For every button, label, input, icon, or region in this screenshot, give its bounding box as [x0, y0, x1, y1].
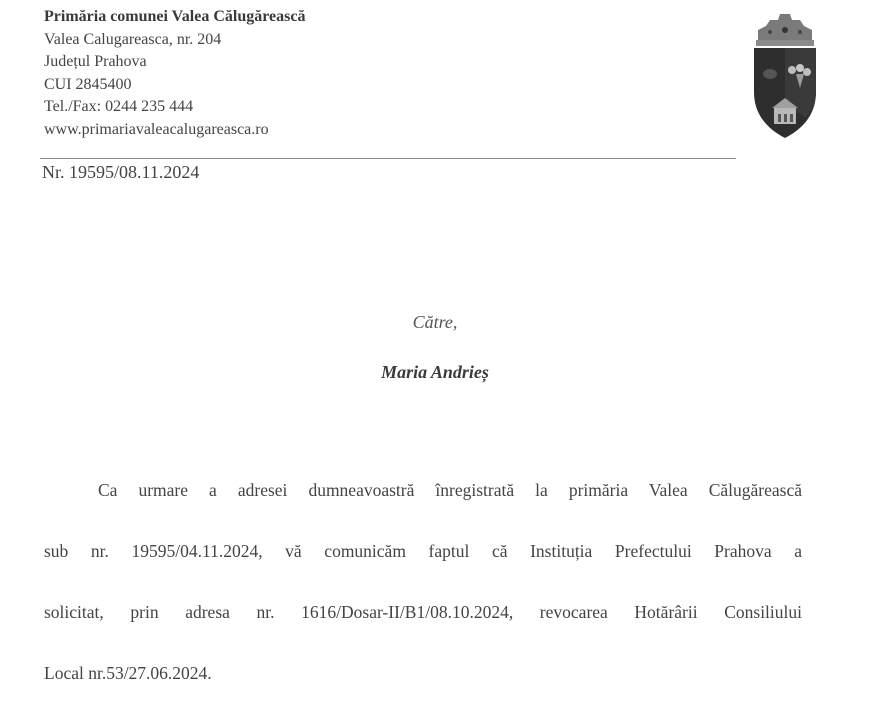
- salutation: Către,: [412, 312, 458, 332]
- org-address: Valea Calugareasca, nr. 204: [44, 30, 222, 48]
- body-line: Local nr.53/27.06.2024.: [44, 663, 212, 683]
- letter-body: [44, 460, 802, 704]
- letterhead: [44, 6, 305, 141]
- header-divider: [40, 158, 736, 159]
- registration-number: Nr. 19595/08.11.2024: [42, 162, 200, 182]
- body-line: solicitat, prin adresa nr. 1616/Dosar-II/B1/08.10.2024, revocarea Hotărârii Consiliului: [44, 602, 802, 622]
- recipient-name: Maria Andrieș: [381, 362, 489, 382]
- org-cui: CUI 2845400: [44, 75, 132, 93]
- org-phone-fax: Tel./Fax: 0244 235 444: [44, 98, 194, 115]
- coat-of-arms-icon: [750, 12, 820, 142]
- org-county: Județul Prahova: [44, 53, 147, 70]
- org-name: Primăria comunei Valea Călugărească: [44, 8, 306, 25]
- org-website: www.primariavaleacalugareasca.ro: [44, 120, 269, 138]
- body-line: sub nr. 19595/04.11.2024, vă comunicăm faptul că Instituția Prefectului Prahova a: [44, 541, 802, 561]
- body-line: Ca urmare a adresei dumneavoastră înregistrată la primăria Valea Călugărească: [98, 480, 802, 500]
